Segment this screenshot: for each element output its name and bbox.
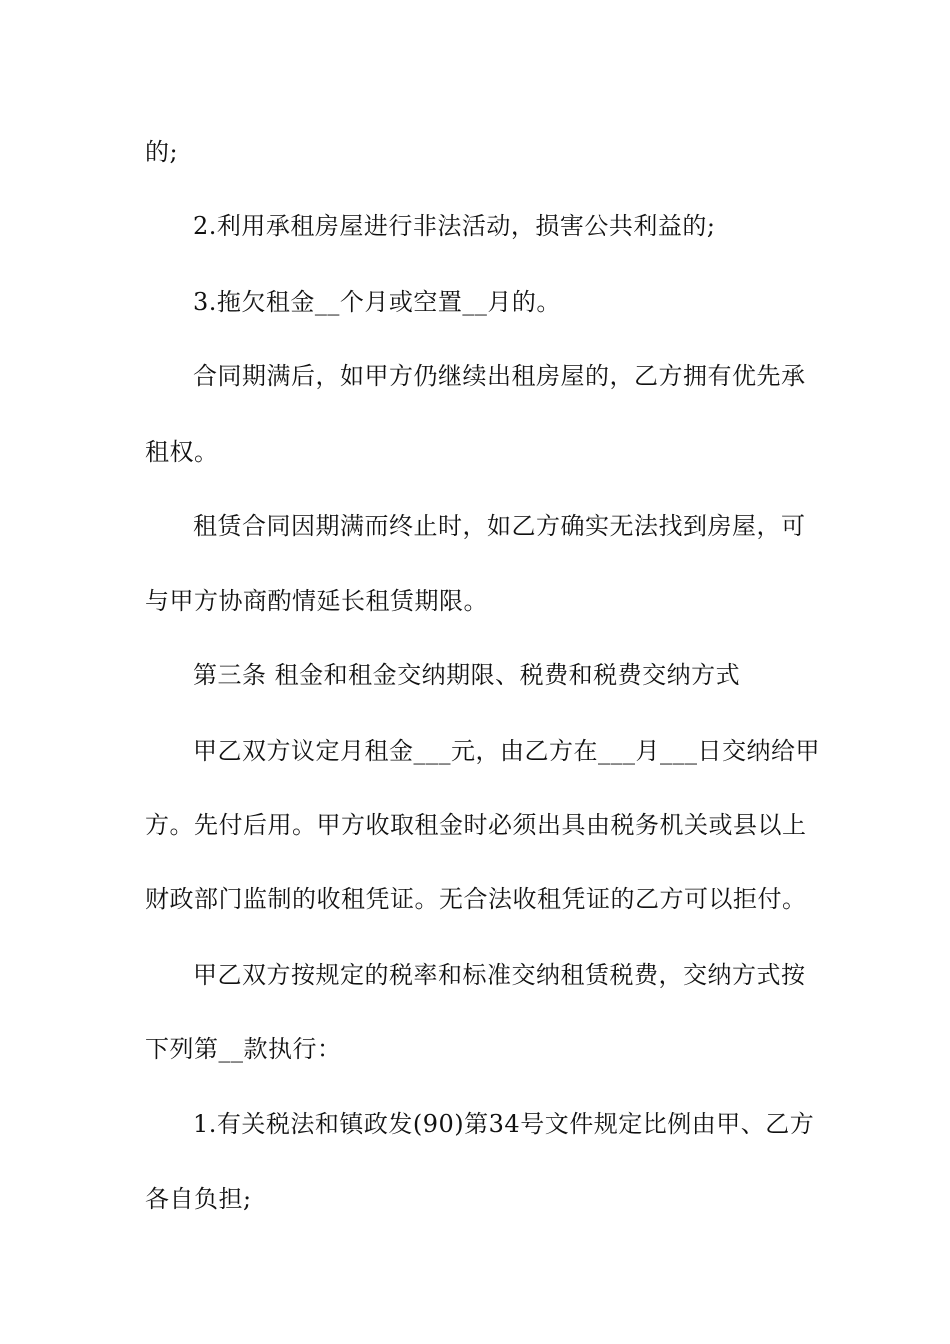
text-line: 与甲方协商酌情延长租赁期限。 — [145, 587, 488, 615]
text-line: 财政部门监制的收租凭证。无合法收租凭证的乙方可以拒付。 — [145, 885, 807, 913]
text-line: 合同期满后，如甲方仍继续出租房屋的，乙方拥有优先承 — [193, 362, 806, 390]
text-line: 2.利用承租房屋进行非法活动，损害公共利益的; — [193, 212, 716, 240]
text-line: 甲乙双方按规定的税率和标准交纳租赁税费，交纳方式按 — [193, 961, 806, 989]
text-line: 1.有关税法和镇政发(90)第34号文件规定比例由甲、乙方 — [193, 1110, 815, 1138]
text-line: 方。先付后用。甲方收取租金时必须出具由税务机关或县以上 — [145, 811, 807, 839]
text-line: 的; — [145, 138, 179, 166]
text-line: 租权。 — [145, 438, 219, 466]
text-line: 租赁合同因期满而终止时，如乙方确实无法找到房屋，可 — [193, 512, 806, 540]
text-line: 3.拖欠租金__个月或空置__月的。 — [193, 288, 561, 316]
text-line: 各自负担; — [145, 1185, 252, 1213]
text-line: 甲乙双方议定月租金___元，由乙方在___月___日交纳给甲 — [193, 737, 820, 765]
text-line: 下列第__款执行： — [145, 1035, 342, 1063]
section-heading: 第三条 租金和租金交纳期限、税费和税费交纳方式 — [193, 661, 741, 689]
